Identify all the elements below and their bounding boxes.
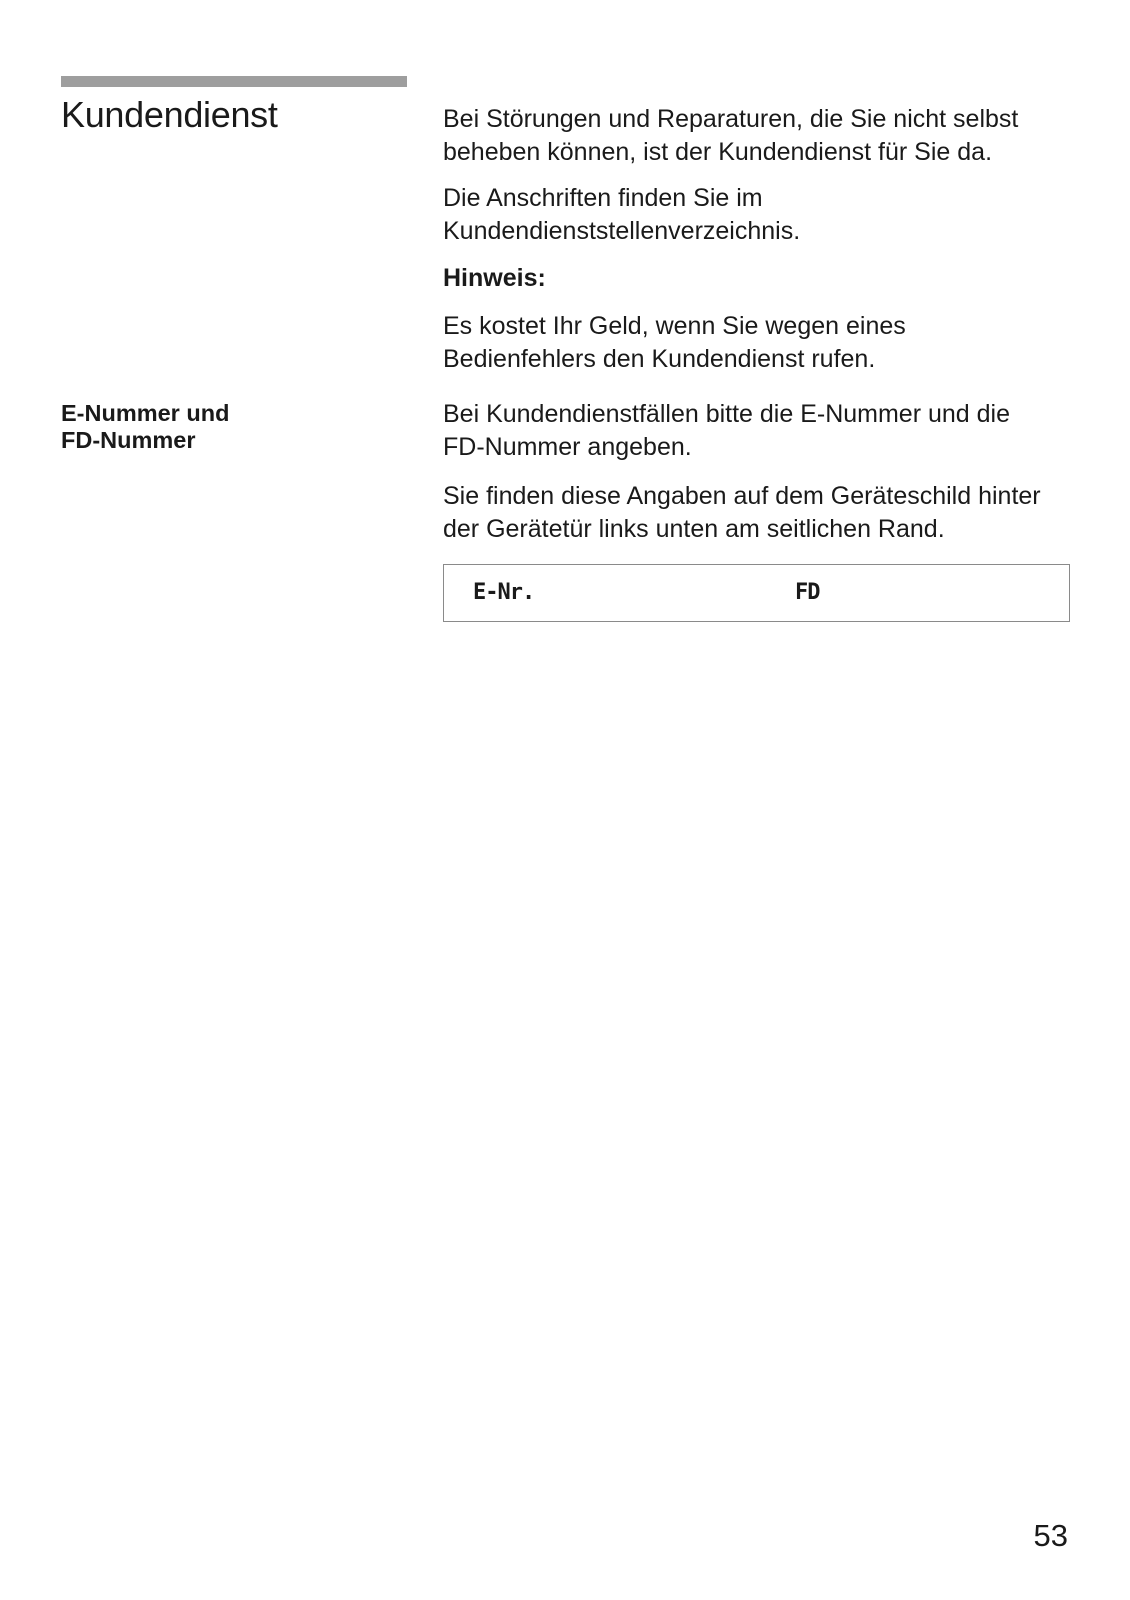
location-paragraph (443, 480, 1083, 546)
text-line: Es kostet Ihr Geld, wenn Sie wegen eines (443, 312, 906, 340)
number-entry-box (443, 564, 1070, 622)
page-title: Kundendienst (61, 94, 278, 135)
section-title-bar (61, 76, 407, 87)
text-line: FD-Nummer angeben. (443, 433, 692, 461)
fd-label: FD (795, 580, 820, 605)
text-line: Bedienfehlers den Kundendienst rufen. (443, 345, 876, 373)
text-line: der Gerätetür links unten am seitlichen Rand. (443, 515, 945, 543)
text-line: Kundendienststellenverzeichnis. (443, 217, 801, 245)
text-line: Die Anschriften finden Sie im (443, 184, 763, 212)
text-line: Sie finden diese Angaben auf dem Geräteschild hinter (443, 482, 1041, 510)
page-number: 53 (1033, 1518, 1068, 1553)
text-line: Bei Störungen und Reparaturen, die Sie nicht selbst (443, 105, 1019, 133)
side-heading (61, 400, 391, 454)
note-paragraph (443, 310, 1083, 376)
address-paragraph (443, 182, 1083, 248)
numbers-paragraph (443, 398, 1083, 464)
e-nr-label: E-Nr. (473, 580, 535, 605)
intro-paragraph (443, 103, 1083, 169)
text-line: beheben können, ist der Kundendienst für Sie da. (443, 138, 993, 166)
note-label: Hinweis: (443, 264, 546, 292)
text-line: Bei Kundendienstfällen bitte die E-Nummer und die (443, 400, 1011, 428)
side-heading-line: E-Nummer und (61, 400, 230, 426)
side-heading-line: FD-Nummer (61, 427, 196, 453)
